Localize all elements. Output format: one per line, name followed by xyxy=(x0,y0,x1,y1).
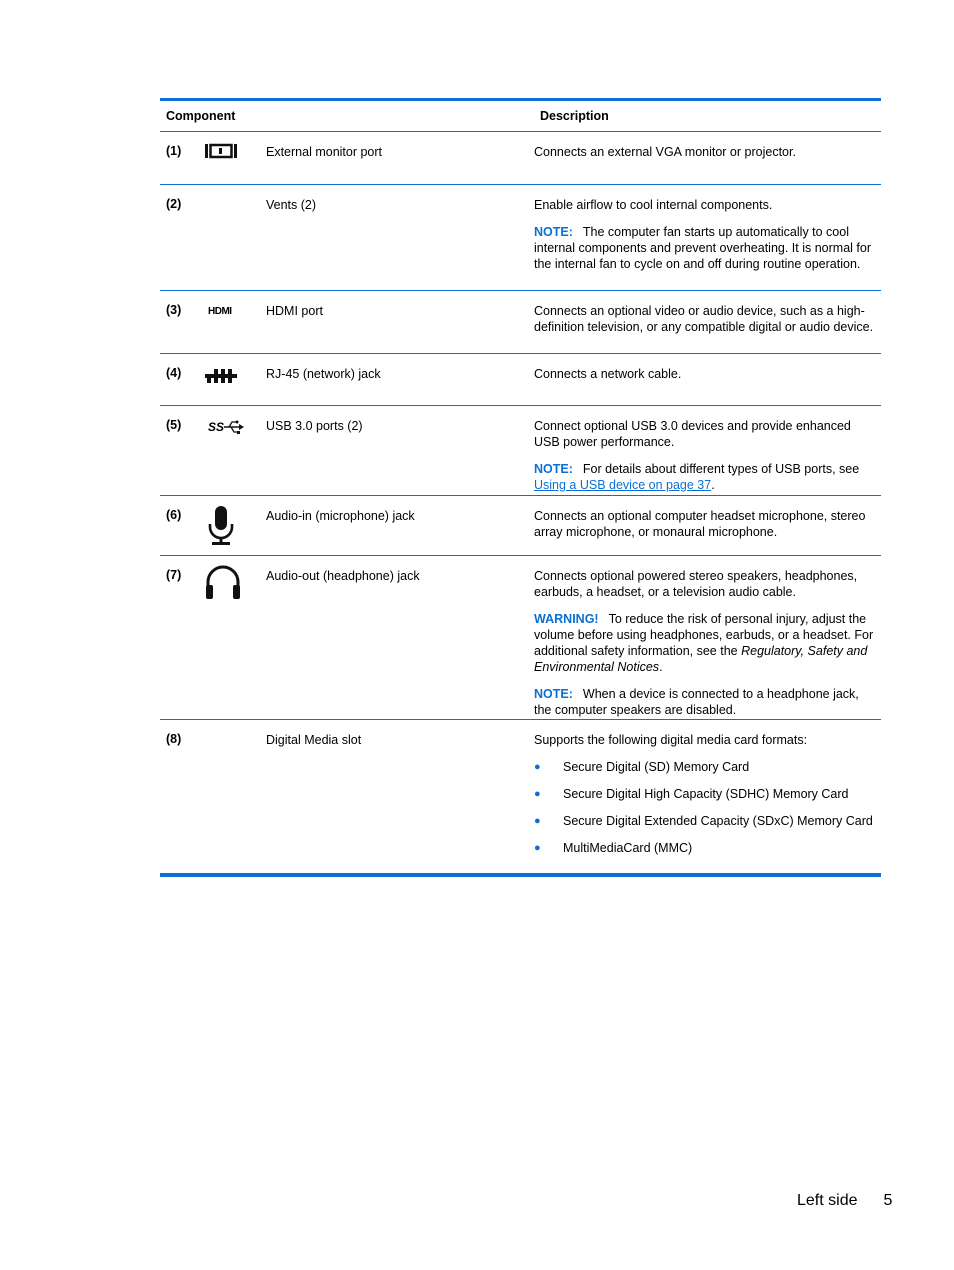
component-name: Audio-in (microphone) jack xyxy=(266,509,415,523)
page-number: 5 xyxy=(883,1192,893,1209)
note-label: NOTE: xyxy=(534,462,573,476)
vga-port-icon xyxy=(200,132,260,184)
component-description: Connects an optional video or audio device, such as a high-definition television, or any compatible digital or audio device. xyxy=(534,304,874,334)
table-row xyxy=(160,291,881,354)
note: NOTE: For details about different types of USB ports, see Using a USB device on page 37. xyxy=(534,462,860,492)
warning-label: WARNING! xyxy=(534,612,599,626)
note-label: NOTE: xyxy=(534,225,573,239)
row-number: (7) xyxy=(166,568,182,582)
header-component: Component xyxy=(166,109,236,123)
row-number: (2) xyxy=(166,197,182,211)
row-number: (1) xyxy=(166,144,182,158)
component-description: Connect optional USB 3.0 devices and provide enhanced USB power performance. NOTE: For details about different types of USB ports, see Using a USB device on page 37. xyxy=(528,406,881,495)
table-row xyxy=(160,556,881,720)
network-jack-icon xyxy=(200,354,260,405)
component-description: Connects a network cable. xyxy=(534,367,682,381)
component-name: USB 3.0 ports (2) xyxy=(266,419,363,433)
footer-section-title: Left side xyxy=(797,1192,858,1209)
table-row xyxy=(160,132,881,185)
component-name: Audio-out (headphone) jack xyxy=(266,569,420,583)
list-item: ● Secure Digital (SD) Memory Card xyxy=(534,760,750,774)
component-name: Digital Media slot xyxy=(266,733,362,747)
headphones-icon xyxy=(200,556,260,719)
hdmi-icon: HDMI xyxy=(208,306,232,317)
component-description: Enable airflow to cool internal components. NOTE: The computer fan starts up automatically to cool internal components and prevent overheating. It is normal for the internal fan to cycle on and off during routine operation. xyxy=(528,185,881,290)
row-number: (8) xyxy=(166,732,182,746)
microphone-icon xyxy=(200,496,260,555)
note: NOTE: When a device is connected to a headphone jack, the computer speakers are disabled. xyxy=(534,687,859,717)
bullet-icon: ● xyxy=(534,761,541,773)
usb-superspeed-icon: SS xyxy=(200,406,260,495)
component-description: Connects an optional computer headset microphone, stereo array microphone, or monaural microphone. xyxy=(534,509,866,539)
table-bottom-rule xyxy=(160,873,881,877)
bullet-icon: ● xyxy=(534,788,541,800)
components-table xyxy=(160,98,881,877)
table-header xyxy=(160,101,881,132)
list-item: ● Secure Digital High Capacity (SDHC) Memory Card xyxy=(534,787,849,801)
row-number: (6) xyxy=(166,508,182,522)
row-number: (4) xyxy=(166,366,182,380)
table-row xyxy=(160,720,881,873)
table-row xyxy=(160,354,881,406)
component-description: Connects an external VGA monitor or projector. xyxy=(534,145,796,159)
warning: WARNING! To reduce the risk of personal injury, adjust the volume before using headphones, earbuds, or a headset. For additional safety information, see the Regulatory, Safety and Environmental Notices. xyxy=(534,612,874,674)
bullet-icon: ● xyxy=(534,842,541,854)
table-row xyxy=(160,496,881,556)
header-description: Description xyxy=(540,109,609,123)
component-name: HDMI port xyxy=(266,304,323,318)
list-item: ● MultiMediaCard (MMC) xyxy=(534,841,693,855)
table-row xyxy=(160,406,881,496)
component-description: Connects optional powered stereo speakers, headphones, earbuds, a headset, or a television audio cable. WARNING! To reduce the risk of personal injury, adjust the volume before using headphones, earbuds, or a headset. For additional safety information, see the Regulatory, Safety and Environmental Notices. NOTE: When a device is connected to a headphone jack, the computer speakers are disabled. xyxy=(534,569,874,717)
component-name: External monitor port xyxy=(266,145,383,159)
component-name: RJ-45 (network) jack xyxy=(266,367,381,381)
row-number: (5) xyxy=(166,418,182,432)
note-label: NOTE: xyxy=(534,687,573,701)
component-description: Supports the following digital media card formats: ● Secure Digital (SD) Memory Card ● Secure Digital High Capacity (SDHC) Memory Card ● Secure Digital Extended Capacity (SDxC) Memory Card ● MultiMediaCard (MMC) xyxy=(528,720,881,873)
row-number: (3) xyxy=(166,303,182,317)
list-item: ● Secure Digital Extended Capacity (SDxC) Memory Card xyxy=(534,814,873,828)
page-footer xyxy=(797,1192,892,1210)
note: NOTE: The computer fan starts up automatically to cool internal components and prevent overheating. It is normal for the internal fan to cycle on and off during routine operation. xyxy=(534,225,871,271)
bullet-icon: ● xyxy=(534,815,541,827)
component-name: Vents (2) xyxy=(266,198,317,212)
table-row xyxy=(160,185,881,291)
usb-device-link[interactable]: Using a USB device on page 37 xyxy=(534,478,712,492)
